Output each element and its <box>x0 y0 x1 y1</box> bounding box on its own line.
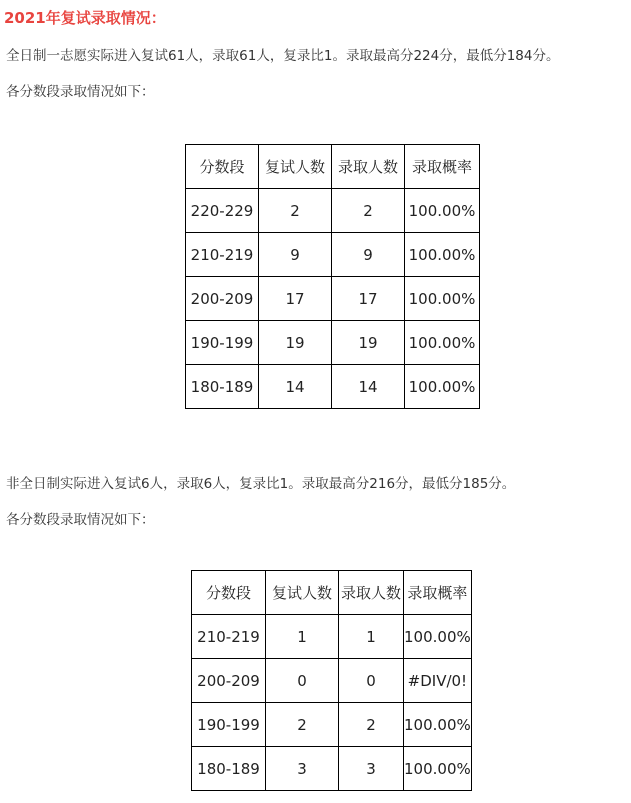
retest-count-cell: 2 <box>259 189 332 233</box>
admit-count-cell: 14 <box>332 365 405 409</box>
admit-count-cell: 19 <box>332 321 405 365</box>
table-row <box>186 277 480 321</box>
admit-rate-cell: 100.00% <box>405 277 480 321</box>
retest-count-cell: 0 <box>266 659 339 703</box>
retest-count-cell: 9 <box>259 233 332 277</box>
retest-count-cell: 17 <box>259 277 332 321</box>
table-header-cell: 分数段 <box>192 571 266 615</box>
admit-rate-cell: 100.00% <box>404 615 472 659</box>
table-row <box>186 321 480 365</box>
retest-count-cell: 3 <box>266 747 339 791</box>
table-header-cell: 复试人数 <box>259 145 332 189</box>
table-header-cell: 录取人数 <box>332 145 405 189</box>
admit-count-cell: 3 <box>339 747 404 791</box>
score-range-cell: 200-209 <box>192 659 266 703</box>
fulltime-summary: 全日制一志愿实际进入复试61人，录取61人，复录比1。录取最高分224分，最低分184分。 <box>6 48 560 64</box>
table-header-cell: 录取概率 <box>405 145 480 189</box>
score-range-cell: 180-189 <box>192 747 266 791</box>
score-range-cell: 180-189 <box>186 365 259 409</box>
parttime-summary: 非全日制实际进入复试6人，录取6人，复录比1。录取最高分216分，最低分185分。 <box>6 476 516 492</box>
table-row <box>192 747 472 791</box>
table-header-cell: 录取人数 <box>339 571 404 615</box>
table-row <box>192 659 472 703</box>
fulltime-intro: 各分数段录取情况如下： <box>6 84 155 100</box>
retest-count-cell: 14 <box>259 365 332 409</box>
score-range-cell: 210-219 <box>192 615 266 659</box>
table-row <box>192 703 472 747</box>
admit-count-cell: 17 <box>332 277 405 321</box>
table-header-cell: 复试人数 <box>266 571 339 615</box>
score-range-cell: 200-209 <box>186 277 259 321</box>
table-row <box>186 365 480 409</box>
admit-count-cell: 2 <box>339 703 404 747</box>
score-range-cell: 190-199 <box>192 703 266 747</box>
retest-count-cell: 1 <box>266 615 339 659</box>
admit-rate-cell: 100.00% <box>405 365 480 409</box>
table-header-row <box>186 145 480 189</box>
table-header-cell: 分数段 <box>186 145 259 189</box>
retest-count-cell: 2 <box>266 703 339 747</box>
parttime-score-table <box>191 570 472 791</box>
admit-rate-cell: 100.00% <box>404 747 472 791</box>
fulltime-score-table <box>185 144 480 409</box>
retest-count-cell: 19 <box>259 321 332 365</box>
admit-count-cell: 1 <box>339 615 404 659</box>
admit-count-cell: 0 <box>339 659 404 703</box>
table-row <box>186 233 480 277</box>
table-header-row <box>192 571 472 615</box>
admit-rate-cell: 100.00% <box>404 703 472 747</box>
score-range-cell: 190-199 <box>186 321 259 365</box>
admit-rate-cell: 100.00% <box>405 233 480 277</box>
section-heading: 2021年复试录取情况： <box>4 9 166 27</box>
table-row <box>192 615 472 659</box>
score-range-cell: 220-229 <box>186 189 259 233</box>
table-header-cell: 录取概率 <box>404 571 472 615</box>
parttime-intro: 各分数段录取情况如下： <box>6 512 155 528</box>
admit-rate-cell: 100.00% <box>405 189 480 233</box>
admit-count-cell: 2 <box>332 189 405 233</box>
score-range-cell: 210-219 <box>186 233 259 277</box>
admit-rate-cell: 100.00% <box>405 321 480 365</box>
admit-count-cell: 9 <box>332 233 405 277</box>
table-row <box>186 189 480 233</box>
admit-rate-cell: #DIV/0! <box>404 659 472 703</box>
